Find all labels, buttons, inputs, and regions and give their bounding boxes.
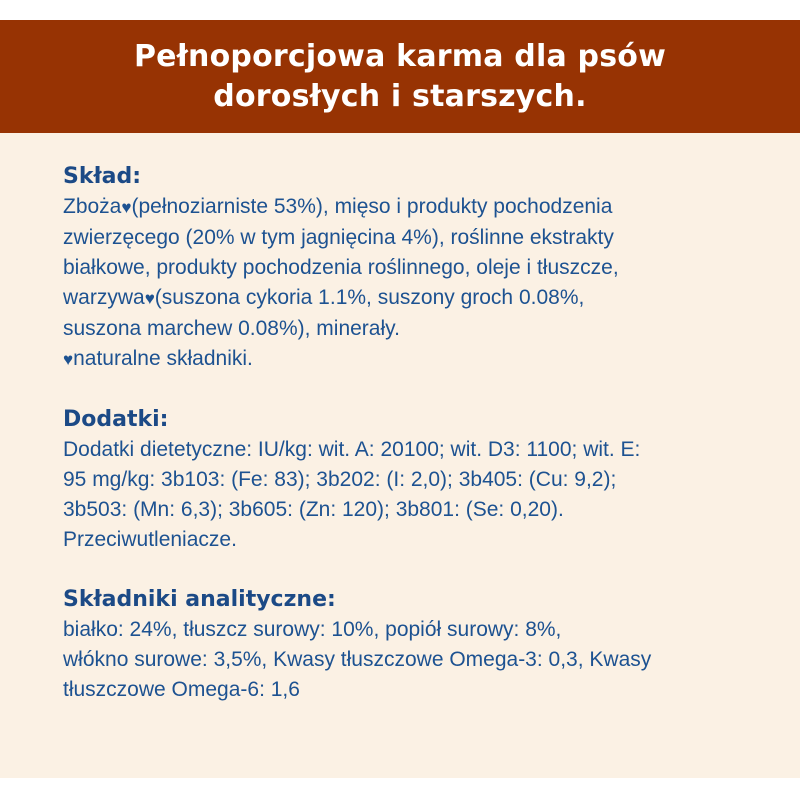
banner-title-line-1: Pełnoporcjowa karma dla psów xyxy=(133,38,667,74)
additives-line-2: 95 mg/kg: 3b103: (Fe: 83); 3b202: (I: 2,0); 3b405: (Cu: 9,2); xyxy=(63,468,617,491)
composition-line-2: zwierzęcego (20% w tym jagnięcina 4%), roślinne ekstrakty xyxy=(63,226,614,249)
analytical-heading: Składniki analityczne: xyxy=(63,587,336,612)
heart-icon: ♥ xyxy=(144,289,155,308)
composition-text: (pełnoziarniste 53%), mięso i produkty pochodzenia xyxy=(131,195,613,218)
additives-line-1: Dodatki dietetyczne: IU/kg: wit. A: 20100; wit. D3: 1100; wit. E: xyxy=(63,438,641,461)
title-banner xyxy=(0,20,800,133)
composition-section xyxy=(63,162,783,375)
additives-section xyxy=(63,405,783,555)
composition-line-4 xyxy=(63,283,783,314)
additives-heading: Dodatki: xyxy=(63,407,169,432)
composition-footnote xyxy=(63,344,783,375)
heart-icon: ♥ xyxy=(121,198,132,217)
composition-text: (suszona cykoria 1.1%, suszony groch 0.08%, xyxy=(154,286,585,309)
composition-line-3: białkowe, produkty pochodzenia roślinnego, oleje i tłuszcze, xyxy=(63,256,619,279)
label-content xyxy=(63,162,783,735)
analytical-line-3: tłuszczowe Omega-6: 1,6 xyxy=(63,678,300,701)
additives-line-3: 3b503: (Mn: 6,3); 3b605: (Zn: 120); 3b801: (Se: 0,20). xyxy=(63,498,564,521)
composition-line-1 xyxy=(63,192,783,223)
heart-icon: ♥ xyxy=(63,350,74,369)
analytical-line-1: białko: 24%, tłuszcz surowy: 10%, popiół surowy: 8%, xyxy=(63,618,562,641)
analytical-section xyxy=(63,585,783,705)
footnote-text: naturalne składniki. xyxy=(73,347,253,370)
composition-line-5: suszona marchew 0.08%), minerały. xyxy=(63,317,400,340)
additives-line-4: Przeciwutleniacze. xyxy=(63,528,237,551)
composition-text: Zboża xyxy=(63,195,122,218)
analytical-line-2: włókno surowe: 3,5%, Kwasy tłuszczowe Omega-3: 0,3, Kwasy xyxy=(63,648,652,671)
composition-text: warzywa xyxy=(63,286,145,309)
banner-title-line-2: dorosłych i starszych. xyxy=(213,78,587,114)
composition-heading: Skład: xyxy=(63,164,142,189)
